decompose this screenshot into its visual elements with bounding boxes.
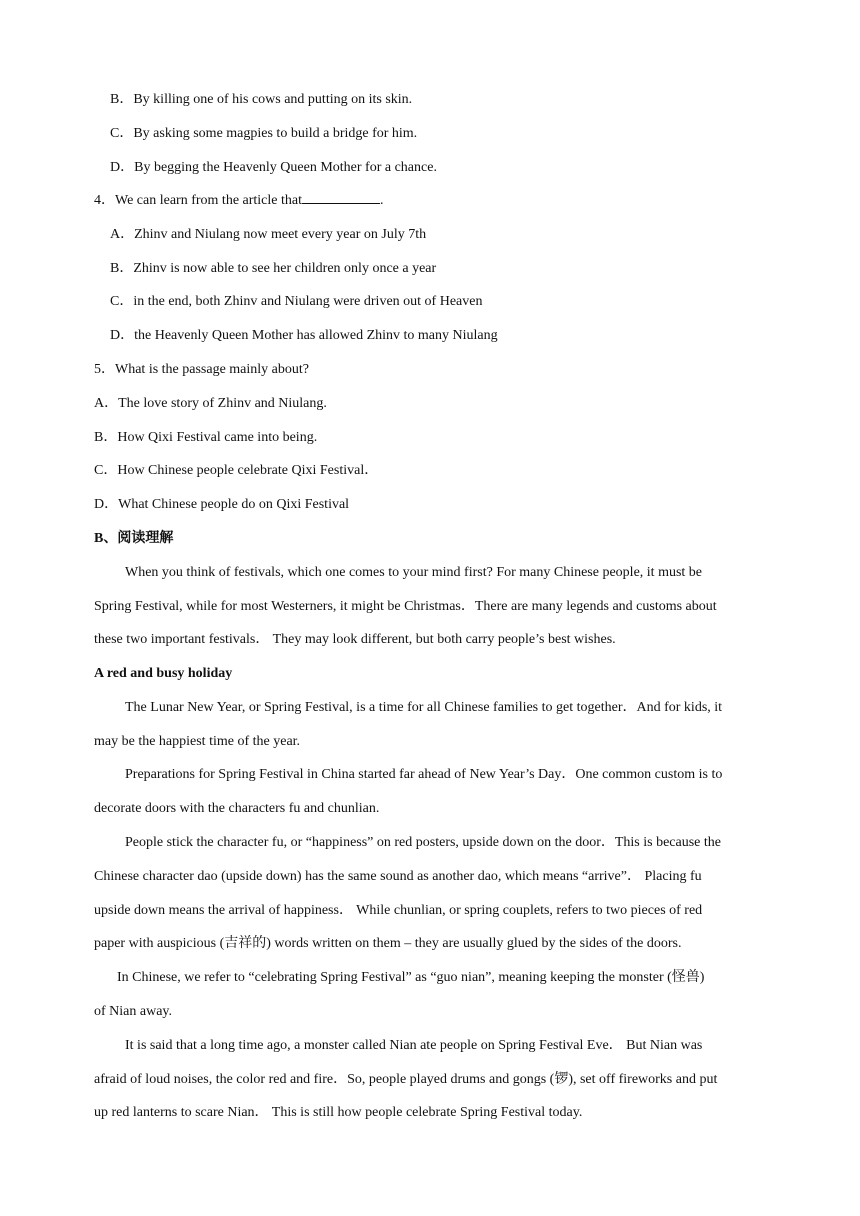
paragraph-2-line-2: may be the happiest time of the year.: [94, 734, 301, 749]
q5-option-b: B．How Qixi Festival came into being.: [94, 430, 318, 445]
q5-option-d: D．What Chinese people do on Qixi Festival: [94, 497, 350, 512]
q5-stem: 5．What is the passage mainly about?: [94, 362, 309, 377]
paragraph-6-line-2: afraid of loud noises, the color red and fire．So, people played drums and gongs (锣), set off fireworks and put: [94, 1072, 718, 1087]
q4-option-b: B．Zhinv is now able to see her children only once a year: [110, 261, 437, 276]
paragraph-4-line-3: upside down means the arrival of happiness． While chunlian, or spring couplets, refers to two pieces of red: [94, 903, 703, 918]
paragraph-1-line-3: these two important festivals． They may look different, but both carry people’s best wishes.: [94, 632, 616, 647]
paragraph-3-line-1: Preparations for Spring Festival in China started far ahead of New Year’s Day．One common custom is to: [125, 767, 723, 782]
subheading: A red and busy holiday: [94, 666, 233, 681]
paragraph-4-line-2: Chinese character dao (upside down) has the same sound as another dao, which means “arrive”． Placing fu: [94, 869, 702, 884]
q4-stem-end: .: [380, 193, 384, 208]
q4-option-c: C．in the end, both Zhinv and Niulang were driven out of Heaven: [110, 294, 483, 309]
q3-option-b: B．By killing one of his cows and putting on its skin.: [110, 92, 413, 107]
paragraph-1-line-2: Spring Festival, while for most Westerners, it might be Christmas．There are many legends and customs about: [94, 599, 717, 614]
q4-stem-text: 4．We can learn from the article that: [94, 193, 302, 208]
paragraph-3-line-2: decorate doors with the characters fu and chunlian.: [94, 801, 380, 816]
paragraph-5-line-2: of Nian away.: [94, 1004, 173, 1019]
paragraph-6-line-3: up red lanterns to scare Nian． This is still how people celebrate Spring Festival today.: [94, 1105, 583, 1120]
q4-stem: [94, 191, 384, 211]
q5-option-a: A．The love story of Zhinv and Niulang.: [94, 396, 327, 411]
section-heading: B、阅读理解: [94, 531, 174, 546]
paragraph-1-line-1: When you think of festivals, which one comes to your mind first? For many Chinese people, it must be: [125, 565, 703, 580]
paragraph-5-line-1: In Chinese, we refer to “celebrating Spring Festival” as “guo nian”, meaning keeping the monster (怪兽): [117, 970, 705, 985]
paragraph-2-line-1: The Lunar New Year, or Spring Festival, is a time for all Chinese families to get together．And for kids, it: [125, 700, 723, 715]
q4-option-d: D．the Heavenly Queen Mother has allowed Zhinv to many Niulang: [110, 328, 498, 343]
answer-blank: [302, 191, 380, 204]
q5-option-c: C．How Chinese people celebrate Qixi Festival．: [94, 463, 379, 478]
q3-option-d: D．By begging the Heavenly Queen Mother for a chance.: [110, 160, 437, 175]
paragraph-6-line-1: It is said that a long time ago, a monster called Nian ate people on Spring Festival Eve． But Nian was: [125, 1038, 703, 1053]
q4-option-a: A．Zhinv and Niulang now meet every year on July 7th: [110, 227, 427, 242]
paragraph-4-line-4: paper with auspicious (吉祥的) words written on them – they are usually glued by the sides of the doors.: [94, 936, 682, 951]
paragraph-4-line-1: People stick the character fu, or “happiness” on red posters, upside down on the door．This is because the: [125, 835, 721, 850]
q3-option-c: C．By asking some magpies to build a bridge for him.: [110, 126, 418, 141]
